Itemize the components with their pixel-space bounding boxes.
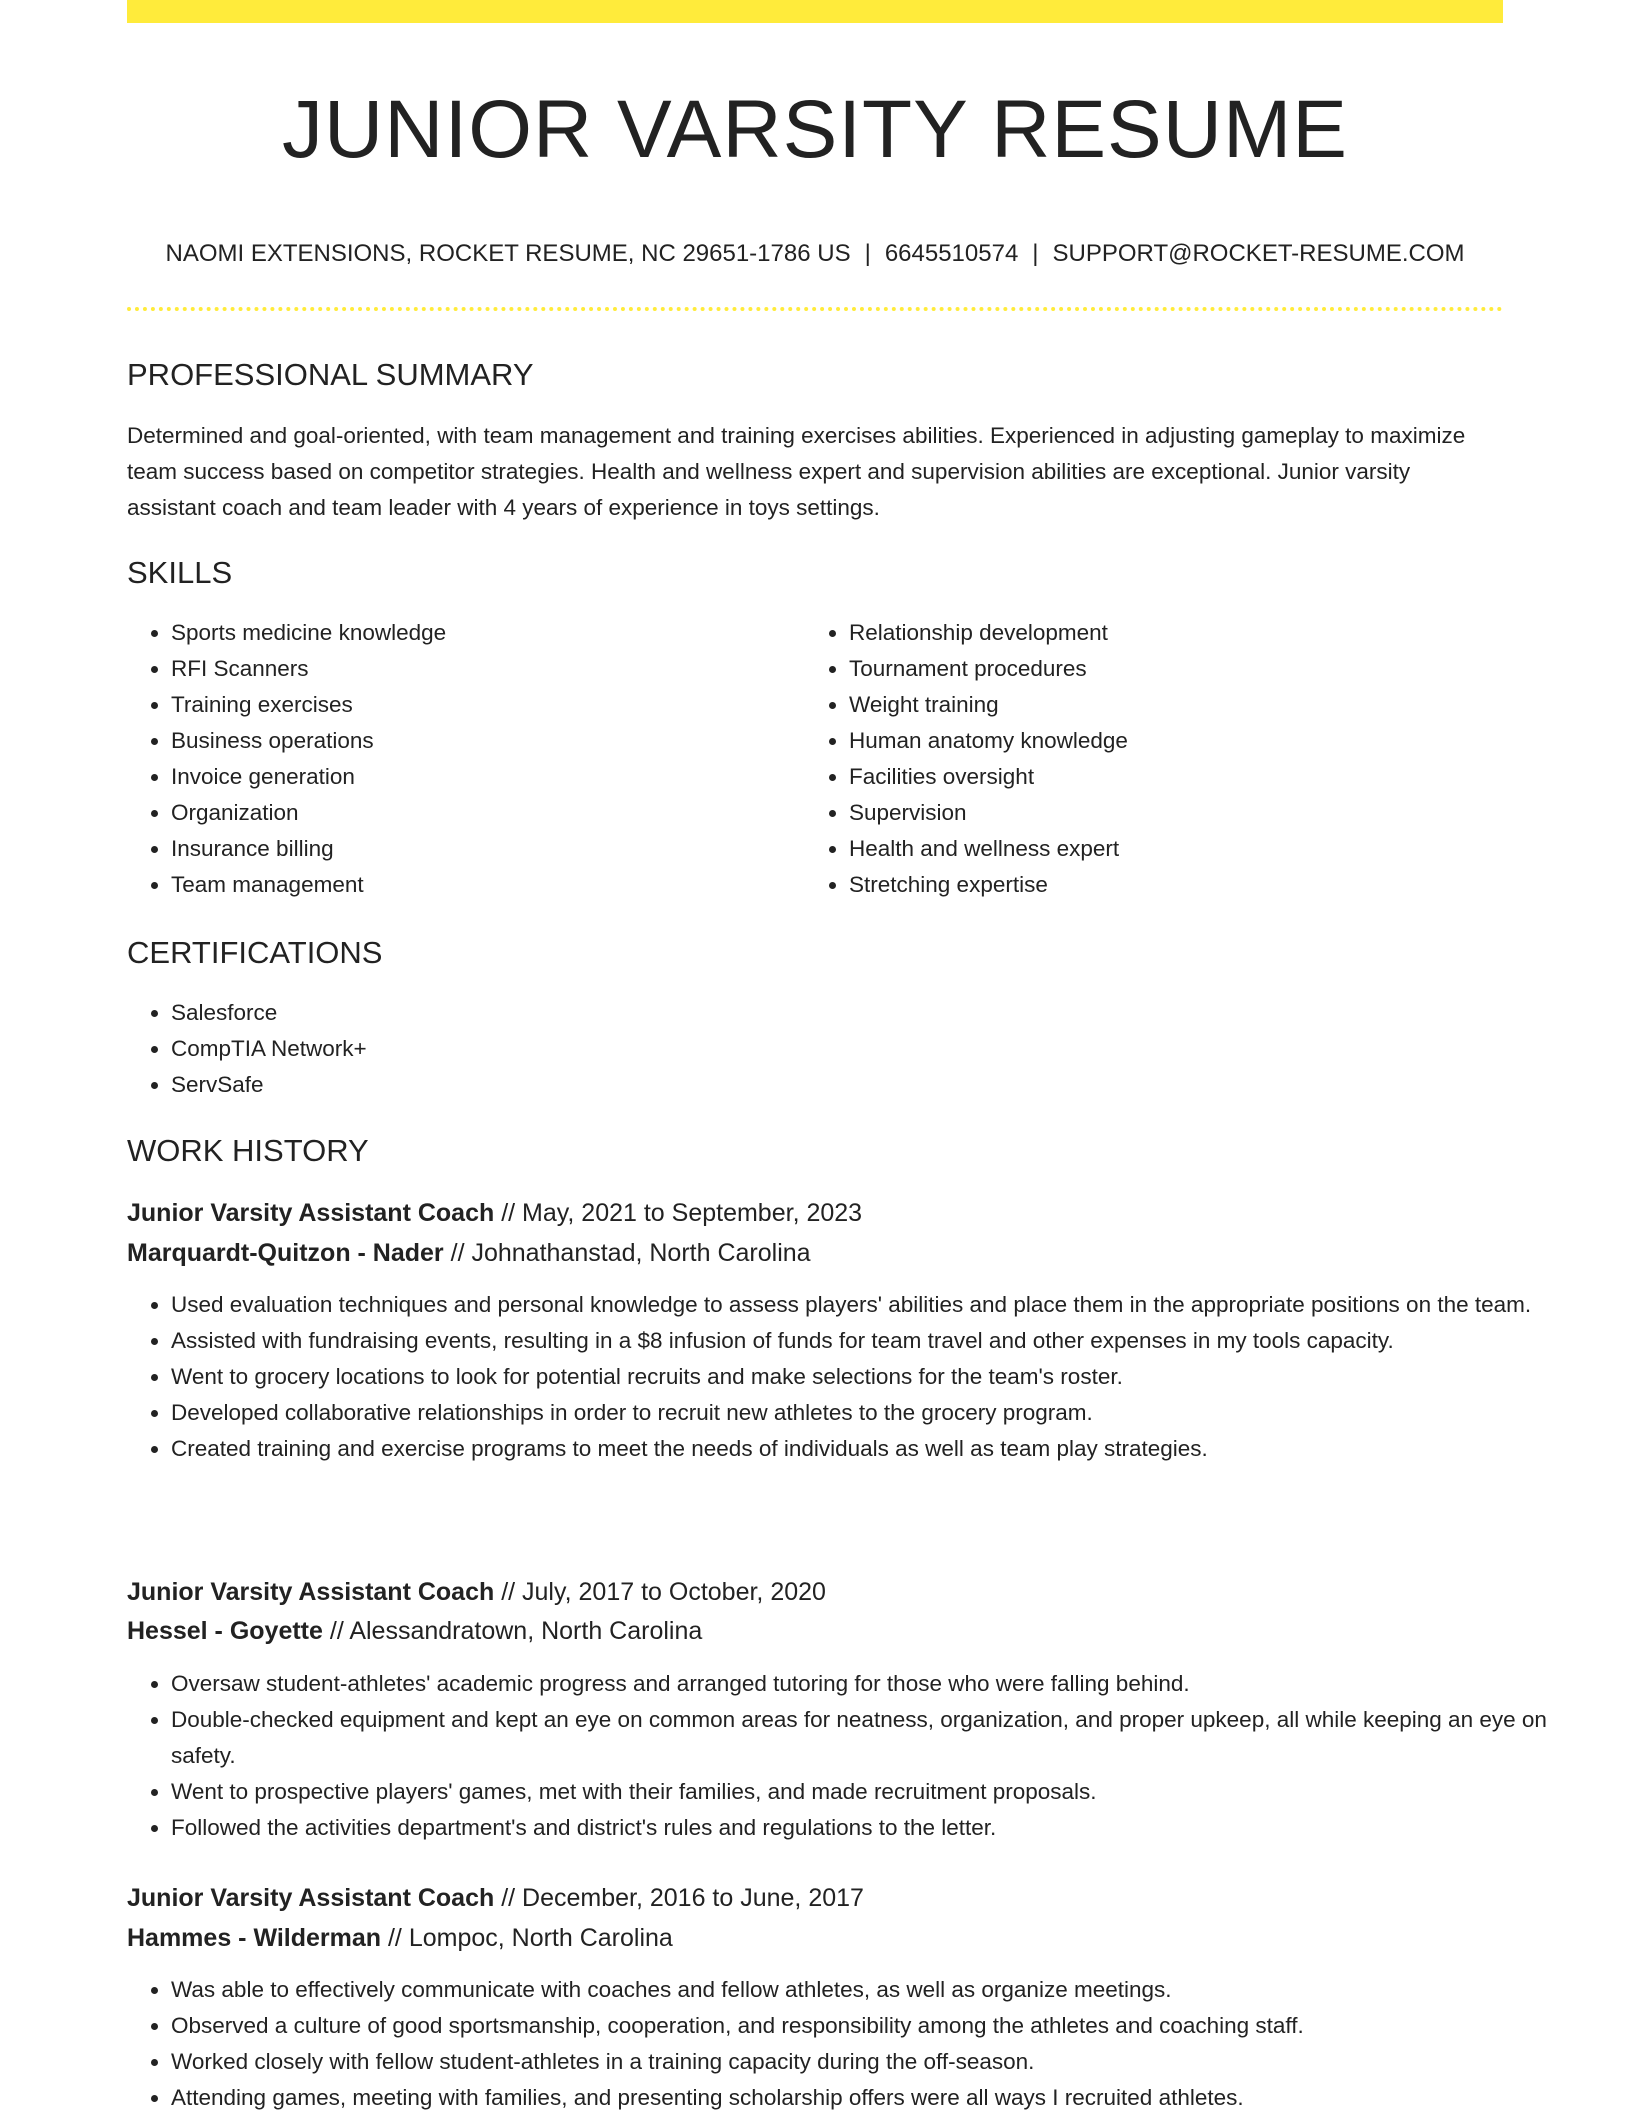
list-item: • Attending games, meeting with families, and presenting scholarship offers were all ways I recruited athletes. — [171, 2080, 1547, 2116]
list-item: • Oversaw student-athletes' academic progress and arranged tutoring for those who were falling behind. — [171, 1666, 1547, 1702]
skills-list-right — [805, 615, 1489, 903]
job-role: Junior Varsity Assistant Coach — [127, 1578, 495, 1606]
list-item: • Went to grocery locations to look for potential recruits and make selections for the team's roster. — [171, 1359, 1547, 1395]
list-item: • Team management — [171, 867, 811, 903]
resume-page — [127, 0, 1547, 2110]
job-role: Junior Varsity Assistant Coach — [127, 1884, 495, 1912]
contact-separator: | — [1032, 240, 1039, 267]
list-item: • Weight training — [849, 687, 1489, 723]
job-bullets — [127, 1666, 1547, 1846]
skills-heading: SKILLS — [127, 555, 233, 590]
job-bullets — [127, 1287, 1547, 1467]
list-item: • Developed collaborative relationships in order to recruit new athletes to the grocery program. — [171, 1395, 1547, 1431]
list-item: • Was able to effectively communicate with coaches and fellow athletes, as well as organize meetings. — [171, 1972, 1547, 2008]
summary-heading: PROFESSIONAL SUMMARY — [127, 357, 534, 392]
dotted-divider — [127, 307, 1503, 311]
job-company: Hessel - Goyette — [127, 1617, 323, 1645]
contact-phone: 6645510574 — [884, 240, 1019, 267]
list-item: • Human anatomy knowledge — [849, 723, 1489, 759]
job-company-line — [127, 1234, 811, 1272]
job-dates: // December, 2016 to June, 2017 — [494, 1884, 864, 1912]
list-item: • Invoice generation — [171, 759, 811, 795]
list-item: • Health and wellness expert — [849, 831, 1489, 867]
job-company-line — [127, 1919, 673, 1957]
list-item: • Double-checked equipment and kept an eye on common areas for neatness, organization, and proper upkeep, all while keeping an eye on safety. — [171, 1702, 1547, 1774]
list-item: • Insurance billing — [171, 831, 811, 867]
list-item: • Worked closely with fellow student-athletes in a training capacity during the off-season. — [171, 2044, 1547, 2080]
job-role: Junior Varsity Assistant Coach — [127, 1199, 495, 1227]
list-item: • Business operations — [171, 723, 811, 759]
list-item: • Went to prospective players' games, met with their families, and made recruitment proposals. — [171, 1774, 1547, 1810]
list-item: • Tournament procedures — [849, 651, 1489, 687]
list-item: • Stretching expertise — [849, 867, 1489, 903]
resume-title: JUNIOR VARSITY RESUME — [282, 84, 1348, 175]
contact-separator: | — [864, 240, 871, 267]
job-company-line — [127, 1612, 702, 1650]
job-bullets — [127, 1972, 1547, 2116]
skills-list-left — [127, 615, 811, 903]
job-location: // Johnathanstad, North Carolina — [443, 1239, 811, 1267]
list-item: • Facilities oversight — [849, 759, 1489, 795]
list-item: • Relationship development — [849, 615, 1489, 651]
summary-text: Determined and goal-oriented, with team management and training exercises abilities. Experienced in adjusting gameplay to maximize team success based on competitor strategies. Health and wellness expert and supervision abilities are exceptional. Junior varsity assistant coach and team leader with 4 years of experience in toys settings. — [127, 423, 1466, 520]
list-item: • Assisted with fundraising events, resulting in a $8 infusion of funds for team travel and other expenses in my tools capacity. — [171, 1323, 1547, 1359]
contact-email: SUPPORT@ROCKET-RESUME.COM — [1052, 240, 1465, 267]
list-item: • Created training and exercise programs to meet the needs of individuals as well as team play strategies. — [171, 1431, 1547, 1467]
job-company: Hammes - Wilderman — [127, 1924, 382, 1952]
list-item: • RFI Scanners — [171, 651, 811, 687]
job-dates: // May, 2021 to September, 2023 — [494, 1199, 863, 1227]
list-item: • Training exercises — [171, 687, 811, 723]
job-title-line — [127, 1194, 862, 1232]
job-title-line — [127, 1879, 864, 1917]
job-location: // Alessandratown, North Carolina — [322, 1617, 703, 1645]
job-location: // Lompoc, North Carolina — [381, 1924, 673, 1952]
list-item: • Observed a culture of good sportsmanship, cooperation, and responsibility among the athletes and coaching staff. — [171, 2008, 1547, 2044]
work-history-heading: WORK HISTORY — [127, 1133, 369, 1168]
list-item: • Used evaluation techniques and personal knowledge to assess players' abilities and place them in the appropriate positions on the team. — [171, 1287, 1547, 1323]
job-title-line — [127, 1573, 826, 1611]
job-company: Marquardt-Quitzon - Nader — [127, 1239, 444, 1267]
list-item: • Sports medicine knowledge — [171, 615, 811, 651]
list-item: • Organization — [171, 795, 811, 831]
contact-address: NAOMI EXTENSIONS, ROCKET RESUME, NC 29651-1786 US — [165, 240, 851, 267]
certifications-heading: CERTIFICATIONS — [127, 935, 383, 970]
list-item: • Salesforce — [171, 995, 1547, 1031]
contact-line — [127, 236, 1503, 272]
list-item: • ServSafe — [171, 1067, 1547, 1103]
list-item: • CompTIA Network+ — [171, 1031, 1547, 1067]
list-item: • Followed the activities department's and district's rules and regulations to the letter. — [171, 1810, 1547, 1846]
certifications-list — [127, 995, 1547, 1103]
list-item: • Supervision — [849, 795, 1489, 831]
top-accent-bar — [127, 0, 1503, 23]
job-dates: // July, 2017 to October, 2020 — [494, 1578, 826, 1606]
